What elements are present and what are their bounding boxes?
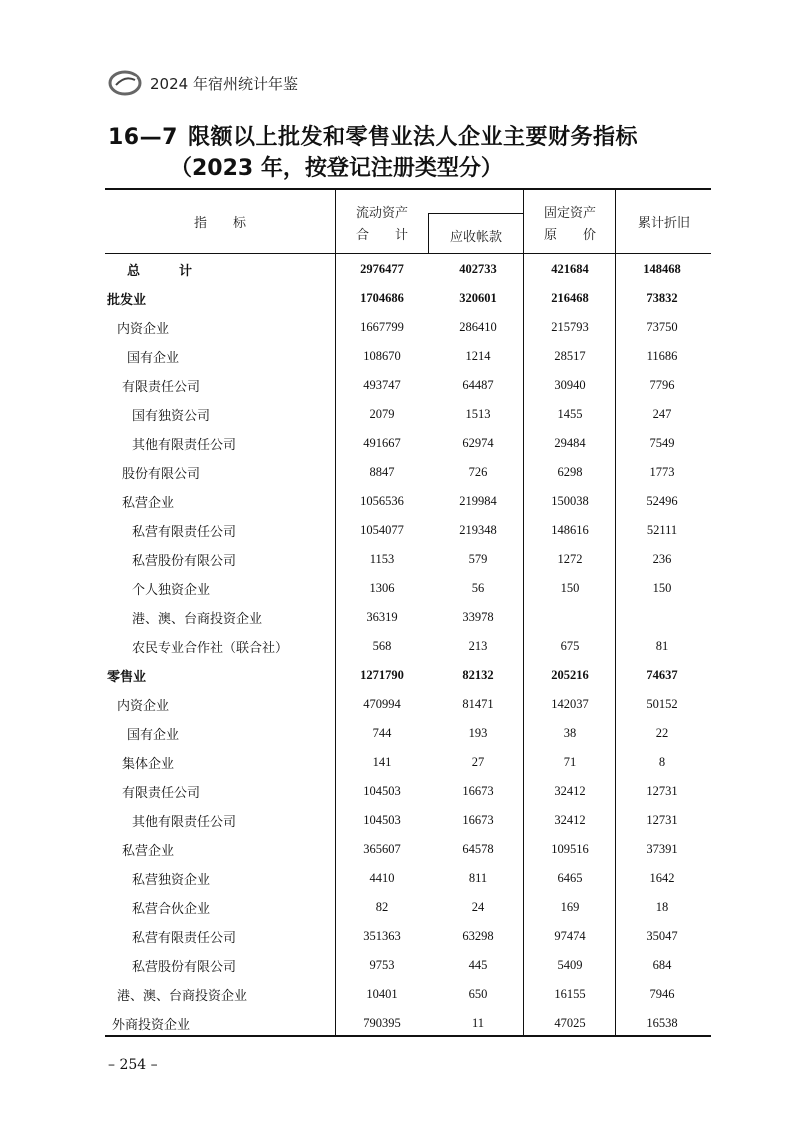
header-title: 2024 年宿州统计年鉴 bbox=[150, 74, 298, 93]
table-row bbox=[105, 632, 711, 661]
table-row bbox=[105, 864, 711, 893]
table-row bbox=[105, 690, 711, 719]
cell-value: 1271790 bbox=[360, 668, 404, 682]
current-assets-header: 流动资产 bbox=[355, 206, 408, 221]
table-subtitle: （2023 年，按登记注册类型分） bbox=[170, 156, 503, 181]
cell-value: 236 bbox=[652, 552, 672, 566]
table-row bbox=[105, 777, 711, 806]
table-row bbox=[105, 748, 711, 777]
table-number: 16—7 bbox=[108, 125, 178, 150]
cell-value: 402733 bbox=[459, 262, 497, 276]
table-row bbox=[105, 719, 711, 748]
cell-value: 811 bbox=[468, 871, 488, 885]
table-row bbox=[105, 284, 711, 313]
cell-value: 247 bbox=[652, 407, 672, 421]
row-label: 集体企业 bbox=[122, 757, 175, 772]
cell-value: 320601 bbox=[459, 291, 497, 305]
cell-value: 421684 bbox=[551, 262, 589, 276]
cell-value: 1214 bbox=[465, 349, 491, 363]
cell-value: 568 bbox=[372, 639, 392, 653]
table-row bbox=[105, 516, 711, 545]
table-row bbox=[105, 835, 711, 864]
page-number: – 254 – bbox=[108, 1057, 158, 1073]
cell-value: 27 bbox=[471, 755, 485, 769]
cell-value: 150 bbox=[560, 581, 580, 595]
cell-value: 684 bbox=[652, 958, 672, 972]
cell-value: 1667799 bbox=[360, 320, 404, 334]
row-label: 私营股份有限公司 bbox=[132, 960, 237, 975]
cell-value: 50152 bbox=[646, 697, 678, 711]
table-row bbox=[105, 951, 711, 980]
cell-value: 11686 bbox=[646, 349, 678, 363]
table-row bbox=[105, 545, 711, 574]
row-label: 港、澳、台商投资企业 bbox=[132, 612, 263, 627]
cell-value: 82132 bbox=[462, 668, 494, 682]
row-label: 私营股份有限公司 bbox=[132, 554, 237, 569]
cell-value: 148616 bbox=[551, 523, 589, 537]
header-bottom-rule bbox=[105, 253, 711, 254]
cell-value: 109516 bbox=[551, 842, 589, 856]
cell-value: 52111 bbox=[646, 523, 678, 537]
row-label: 私营有限责任公司 bbox=[132, 525, 237, 540]
table-row bbox=[105, 400, 711, 429]
row-label: 个人独资企业 bbox=[132, 583, 211, 598]
table-row bbox=[105, 1009, 711, 1038]
cell-value: 215793 bbox=[551, 320, 589, 334]
cell-value: 351363 bbox=[363, 929, 401, 943]
cell-value: 2976477 bbox=[360, 262, 404, 276]
cell-value: 73750 bbox=[646, 320, 678, 334]
table-row bbox=[105, 342, 711, 371]
cell-value: 56 bbox=[471, 581, 485, 595]
cell-value: 219348 bbox=[459, 523, 497, 537]
row-label: 其他有限责任公司 bbox=[132, 438, 237, 453]
cell-value: 193 bbox=[468, 726, 488, 740]
cell-value: 108670 bbox=[363, 349, 401, 363]
cell-value: 141 bbox=[372, 755, 392, 769]
cell-value: 675 bbox=[560, 639, 580, 653]
cell-value: 1704686 bbox=[360, 291, 404, 305]
cell-value: 790395 bbox=[363, 1016, 401, 1030]
cell-value: 81471 bbox=[462, 697, 494, 711]
cell-value: 30940 bbox=[554, 378, 586, 392]
table-row bbox=[105, 458, 711, 487]
cell-value: 97474 bbox=[554, 929, 586, 943]
cell-value: 491667 bbox=[363, 436, 401, 450]
cell-value: 22 bbox=[655, 726, 669, 740]
cell-value: 63298 bbox=[462, 929, 494, 943]
cell-value: 62974 bbox=[462, 436, 494, 450]
cell-value: 150038 bbox=[551, 494, 589, 508]
cell-value: 82 bbox=[375, 900, 389, 914]
indicator-header: 指 标 bbox=[193, 216, 246, 231]
cell-value: 104503 bbox=[363, 813, 401, 827]
cell-value: 1056536 bbox=[360, 494, 404, 508]
cell-value: 8847 bbox=[369, 465, 395, 479]
table-row bbox=[105, 603, 711, 632]
cell-value: 64487 bbox=[462, 378, 494, 392]
cell-value: 726 bbox=[468, 465, 488, 479]
row-label: 港、澳、台商投资企业 bbox=[117, 989, 248, 1004]
table-row bbox=[105, 574, 711, 603]
cell-value: 142037 bbox=[551, 697, 589, 711]
row-label: 批发业 bbox=[107, 293, 147, 308]
cell-value: 35047 bbox=[646, 929, 678, 943]
row-label: 私营有限责任公司 bbox=[132, 931, 237, 946]
cell-value: 445 bbox=[468, 958, 488, 972]
receivables-header: 应收帐款 bbox=[449, 230, 502, 245]
cell-value: 73832 bbox=[646, 291, 678, 305]
row-label: 私营合伙企业 bbox=[132, 902, 211, 917]
cell-value: 32412 bbox=[554, 784, 586, 798]
cell-value: 37391 bbox=[646, 842, 678, 856]
row-label: 内资企业 bbox=[117, 322, 170, 337]
row-label: 国有企业 bbox=[127, 351, 180, 366]
table-row bbox=[105, 893, 711, 922]
cell-value: 8 bbox=[658, 755, 666, 769]
row-label: 国有企业 bbox=[127, 728, 180, 743]
cell-value: 16673 bbox=[462, 784, 494, 798]
cell-value: 150 bbox=[652, 581, 672, 595]
row-label: 其他有限责任公司 bbox=[132, 815, 237, 830]
row-label: 零售业 bbox=[107, 670, 147, 685]
cell-value: 213 bbox=[468, 639, 488, 653]
cell-value: 16155 bbox=[554, 987, 586, 1001]
cell-value: 29484 bbox=[554, 436, 586, 450]
table-top-rule bbox=[105, 188, 711, 190]
cell-value: 47025 bbox=[554, 1016, 586, 1030]
row-label: 内资企业 bbox=[117, 699, 170, 714]
cell-value: 12731 bbox=[646, 813, 678, 827]
row-label: 农民专业合作社（联合社） bbox=[132, 641, 289, 656]
row-label: 有限责任公司 bbox=[122, 786, 201, 801]
cell-value: 1773 bbox=[649, 465, 675, 479]
cell-value: 6465 bbox=[557, 871, 583, 885]
table-row bbox=[105, 429, 711, 458]
cell-value: 16538 bbox=[646, 1016, 678, 1030]
cell-value: 286410 bbox=[459, 320, 497, 334]
row-label: 私营企业 bbox=[122, 496, 175, 511]
cell-value: 33978 bbox=[462, 610, 494, 624]
row-label: 外商投资企业 bbox=[112, 1018, 191, 1033]
cell-value: 1272 bbox=[557, 552, 583, 566]
cell-value: 5409 bbox=[557, 958, 583, 972]
table-title: 限额以上批发和零售业法人企业主要财务指标 bbox=[187, 125, 638, 150]
row-label: 股份有限公司 bbox=[122, 467, 201, 482]
cell-value: 493747 bbox=[363, 378, 401, 392]
cell-value: 1306 bbox=[369, 581, 395, 595]
row-label: 私营企业 bbox=[122, 844, 175, 859]
cell-value: 148468 bbox=[643, 262, 681, 276]
cell-value: 1054077 bbox=[360, 523, 404, 537]
cell-value: 12731 bbox=[646, 784, 678, 798]
cell-value: 24 bbox=[471, 900, 485, 914]
page-header bbox=[108, 66, 298, 100]
cell-value: 10401 bbox=[366, 987, 398, 1001]
cell-value: 579 bbox=[468, 552, 488, 566]
table-row bbox=[105, 806, 711, 835]
cell-value: 7946 bbox=[649, 987, 675, 1001]
table-row bbox=[105, 980, 711, 1009]
cell-value: 104503 bbox=[363, 784, 401, 798]
cell-value: 216468 bbox=[551, 291, 589, 305]
yearbook-logo-icon bbox=[108, 69, 142, 97]
cell-value: 470994 bbox=[363, 697, 401, 711]
cell-value: 36319 bbox=[366, 610, 398, 624]
table-row bbox=[105, 487, 711, 516]
cell-value: 52496 bbox=[646, 494, 678, 508]
cell-value: 16673 bbox=[462, 813, 494, 827]
cell-value: 81 bbox=[655, 639, 669, 653]
cell-value: 1513 bbox=[465, 407, 491, 421]
depreciation-header: 累计折旧 bbox=[637, 216, 690, 231]
cell-value: 74637 bbox=[646, 668, 678, 682]
cell-value: 7549 bbox=[649, 436, 675, 450]
fixed-assets-header-2: 原 价 bbox=[543, 228, 596, 243]
row-label: 有限责任公司 bbox=[122, 380, 201, 395]
row-label: 总 计 bbox=[127, 264, 193, 279]
cell-value: 1455 bbox=[557, 407, 583, 421]
table-title-line1 bbox=[108, 120, 638, 151]
subheader-rule bbox=[428, 213, 523, 214]
table-row bbox=[105, 255, 711, 284]
cell-value: 365607 bbox=[363, 842, 401, 856]
row-label: 国有独资公司 bbox=[132, 409, 211, 424]
cell-value: 9753 bbox=[369, 958, 395, 972]
cell-value: 650 bbox=[468, 987, 488, 1001]
cell-value: 1642 bbox=[649, 871, 675, 885]
cell-value: 38 bbox=[563, 726, 577, 740]
cell-value: 28517 bbox=[554, 349, 586, 363]
cell-value: 18 bbox=[655, 900, 669, 914]
cell-value: 11 bbox=[471, 1016, 485, 1030]
cell-value: 1153 bbox=[369, 552, 395, 566]
cell-value: 2079 bbox=[369, 407, 395, 421]
cell-value: 219984 bbox=[459, 494, 497, 508]
table-row bbox=[105, 313, 711, 342]
table-row bbox=[105, 922, 711, 951]
cell-value: 744 bbox=[372, 726, 392, 740]
cell-value: 4410 bbox=[369, 871, 395, 885]
cell-value: 7796 bbox=[649, 378, 675, 392]
table-row bbox=[105, 661, 711, 690]
cell-value: 71 bbox=[563, 755, 577, 769]
fixed-assets-header: 固定资产 bbox=[543, 206, 596, 221]
col-divider bbox=[428, 213, 429, 253]
cell-value: 64578 bbox=[462, 842, 494, 856]
cell-value: 169 bbox=[560, 900, 580, 914]
cell-value: 32412 bbox=[554, 813, 586, 827]
row-label: 私营独资企业 bbox=[132, 873, 211, 888]
table-row bbox=[105, 371, 711, 400]
current-assets-header-2: 合 计 bbox=[355, 228, 408, 243]
cell-value: 205216 bbox=[551, 668, 589, 682]
cell-value: 6298 bbox=[557, 465, 583, 479]
